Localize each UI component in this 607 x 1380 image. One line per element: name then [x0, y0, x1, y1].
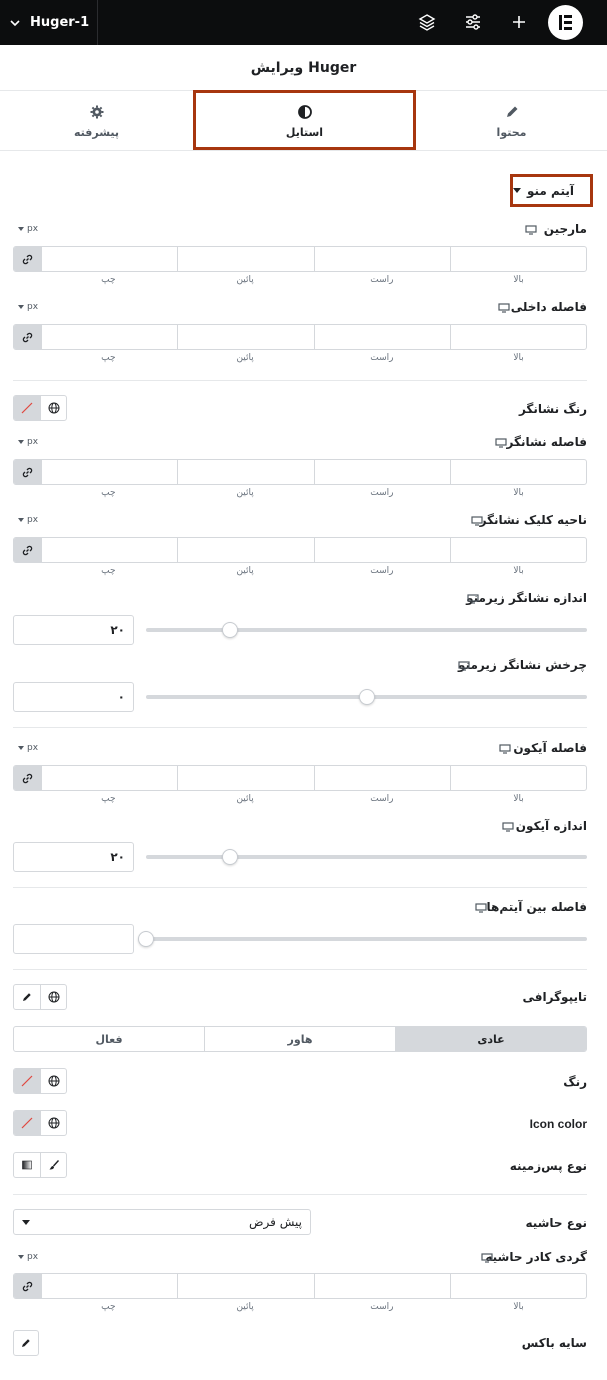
caret-down-icon — [18, 1255, 24, 1259]
icon-size-input[interactable]: ۲۰ — [13, 842, 134, 872]
item-spacing-input[interactable] — [13, 924, 134, 954]
desktop-icon[interactable] — [495, 438, 507, 448]
margin-label: مارجین — [543, 222, 587, 236]
desktop-icon[interactable] — [467, 594, 479, 604]
padding-bottom-input[interactable] — [177, 325, 313, 349]
indicator-spacing-inputs — [13, 459, 587, 485]
padding-inputs — [13, 324, 587, 350]
pencil-icon — [504, 104, 520, 120]
item-spacing-label: فاصله بین آیتم‌ها — [486, 900, 587, 914]
desktop-icon[interactable] — [458, 661, 470, 671]
slider-track[interactable] — [146, 937, 587, 941]
indicator-click-area-inputs — [13, 537, 587, 563]
top-input[interactable] — [450, 538, 586, 562]
tab-advanced[interactable] — [0, 91, 193, 151]
unit-select[interactable]: px — [18, 302, 38, 312]
unit-select[interactable]: px — [18, 515, 38, 525]
left-input[interactable] — [41, 538, 177, 562]
left-input[interactable] — [41, 766, 177, 790]
padding-label: فاصله داخلی — [510, 300, 587, 314]
submenu-indicator-rotate-input[interactable]: ۰ — [13, 682, 134, 712]
typography-label: تایپوگرافی — [522, 990, 587, 1004]
link-icon[interactable] — [14, 247, 41, 271]
background-type-label: نوع پس‌زمینه — [509, 1159, 587, 1173]
margin-inputs — [13, 246, 587, 272]
submenu-indicator-size-input[interactable]: ۲۰ — [13, 615, 134, 645]
slider-handle[interactable] — [222, 622, 238, 638]
slider-handle[interactable] — [359, 689, 375, 705]
desktop-icon[interactable] — [475, 903, 487, 913]
top-input[interactable] — [450, 1274, 586, 1298]
indicator-color-controls — [13, 395, 67, 421]
state-tabs — [13, 1026, 587, 1052]
dim-labels: چپ پائین راست بالا — [101, 488, 524, 498]
unit-select[interactable]: px — [18, 1252, 38, 1262]
caret-down-icon — [18, 440, 24, 444]
slider-track[interactable] — [146, 855, 587, 859]
top-bar — [0, 0, 607, 45]
plus-icon[interactable] — [508, 11, 530, 33]
tab-style-label: استایل — [285, 125, 324, 139]
indicator-spacing-label: فاصله نشانگر — [506, 435, 587, 449]
link-icon[interactable] — [14, 460, 41, 484]
divider — [13, 1194, 587, 1195]
color-controls — [13, 1068, 67, 1094]
box-shadow-edit-button[interactable] — [13, 1330, 39, 1356]
color-label: رنگ — [563, 1075, 587, 1089]
color-swatch[interactable] — [14, 396, 40, 420]
tab-active-state[interactable]: فعال — [95, 1032, 123, 1046]
divider — [13, 887, 587, 888]
globe-icon[interactable] — [40, 396, 66, 420]
icon-spacing-inputs — [13, 765, 587, 791]
tab-normal-state[interactable]: عادی — [395, 1027, 586, 1051]
indicator-color-label: رنگ نشانگر — [518, 402, 587, 416]
top-input[interactable] — [450, 766, 586, 790]
globe-icon[interactable] — [40, 1111, 66, 1135]
sliders-icon[interactable] — [462, 11, 484, 33]
right-input[interactable] — [314, 1274, 450, 1298]
tab-content[interactable] — [416, 91, 607, 151]
bottom-input[interactable] — [177, 1274, 313, 1298]
document-title: Huger-1 — [30, 15, 90, 30]
left-input[interactable] — [41, 1274, 177, 1298]
icon-color-controls — [13, 1110, 67, 1136]
slider-handle[interactable] — [138, 931, 154, 947]
submenu-indicator-size-label: اندازه نشانگر زیرمنو — [466, 591, 587, 605]
unit-select[interactable]: px — [18, 437, 38, 447]
layers-icon[interactable] — [416, 11, 438, 33]
color-swatch[interactable] — [14, 1069, 40, 1093]
color-swatch[interactable] — [14, 1111, 40, 1135]
link-icon[interactable] — [14, 1274, 41, 1298]
section-menu-item[interactable] — [510, 174, 593, 207]
tab-advanced-label: پیشرفته — [73, 125, 120, 139]
panel-title: ویرایش Huger — [0, 45, 607, 91]
document-switcher[interactable] — [0, 0, 98, 45]
padding-right-input[interactable] — [314, 325, 450, 349]
right-input[interactable] — [314, 766, 450, 790]
bottom-input[interactable] — [177, 766, 313, 790]
gradient-icon[interactable] — [14, 1153, 40, 1177]
margin-dim-labels: چپ پائین راست بالا — [101, 275, 524, 285]
desktop-icon[interactable] — [481, 1253, 493, 1263]
box-shadow-label: سایه باکس — [521, 1336, 587, 1350]
slider-handle[interactable] — [222, 849, 238, 865]
desktop-icon[interactable] — [502, 822, 514, 832]
right-input[interactable] — [314, 460, 450, 484]
border-type-select[interactable] — [13, 1209, 311, 1235]
style-tab-highlight — [193, 90, 416, 150]
chevron-down-icon — [8, 16, 22, 30]
link-icon[interactable] — [14, 325, 41, 349]
unit-select[interactable]: px — [18, 224, 38, 234]
left-input[interactable] — [41, 460, 177, 484]
tab-hover-state[interactable]: هاور — [204, 1027, 395, 1051]
margin-right-input[interactable] — [314, 247, 450, 271]
background-type-controls — [13, 1152, 67, 1178]
border-type-value: پیش فرض — [249, 1215, 302, 1229]
pencil-icon[interactable] — [14, 985, 40, 1009]
slider-track[interactable] — [146, 628, 587, 632]
bottom-input[interactable] — [177, 460, 313, 484]
globe-icon[interactable] — [40, 985, 66, 1009]
tab-content-label: محتوا — [496, 125, 527, 139]
caret-down-icon — [18, 746, 24, 750]
desktop-icon[interactable] — [471, 516, 483, 526]
border-radius-label: گردی کادر حاشیه — [485, 1250, 587, 1264]
divider — [13, 969, 587, 970]
margin-bottom-input[interactable] — [177, 247, 313, 271]
caret-down-icon — [18, 518, 24, 522]
border-radius-inputs — [13, 1273, 587, 1299]
elementor-logo[interactable] — [548, 5, 583, 40]
gear-icon — [89, 104, 105, 120]
link-icon[interactable] — [14, 538, 41, 562]
brush-icon[interactable] — [40, 1153, 66, 1177]
section-title: آیتم منو — [527, 183, 574, 198]
divider — [13, 727, 587, 728]
dim-labels: چپ پائین راست بالا — [101, 566, 524, 576]
caret-down-icon — [513, 188, 521, 193]
caret-down-icon — [18, 305, 24, 309]
padding-dim-labels: چپ پائین راست بالا — [101, 353, 524, 363]
margin-left-input[interactable] — [41, 247, 177, 271]
link-icon[interactable] — [14, 766, 41, 790]
divider — [13, 380, 587, 381]
typography-controls — [13, 984, 67, 1010]
dim-labels: چپ پائین راست بالا — [101, 794, 524, 804]
border-type-label: نوع حاشیه — [525, 1216, 587, 1230]
padding-left-input[interactable] — [41, 325, 177, 349]
desktop-icon[interactable] — [499, 744, 511, 754]
globe-icon[interactable] — [40, 1069, 66, 1093]
caret-down-icon — [18, 227, 24, 231]
icon-size-label: اندازه آیکون — [515, 819, 587, 833]
indicator-click-area-label: ناحیه کلیک نشانگر — [479, 513, 587, 527]
desktop-icon[interactable] — [498, 303, 510, 313]
submenu-indicator-rotate-label: چرخش نشانگر زیرمنو — [458, 658, 587, 672]
padding-top-input[interactable] — [450, 325, 586, 349]
bottom-input[interactable] — [177, 538, 313, 562]
pencil-icon — [20, 1337, 32, 1349]
dim-labels: چپ پائین راست بالا — [101, 1302, 524, 1312]
desktop-icon[interactable] — [525, 225, 537, 235]
top-input[interactable] — [450, 460, 586, 484]
right-input[interactable] — [314, 538, 450, 562]
icon-spacing-label: فاصله آیکون — [513, 741, 587, 755]
unit-select[interactable]: px — [18, 743, 38, 753]
icon-color-label: Icon color — [529, 1117, 587, 1131]
caret-down-icon — [22, 1220, 30, 1225]
margin-top-input[interactable] — [450, 247, 586, 271]
